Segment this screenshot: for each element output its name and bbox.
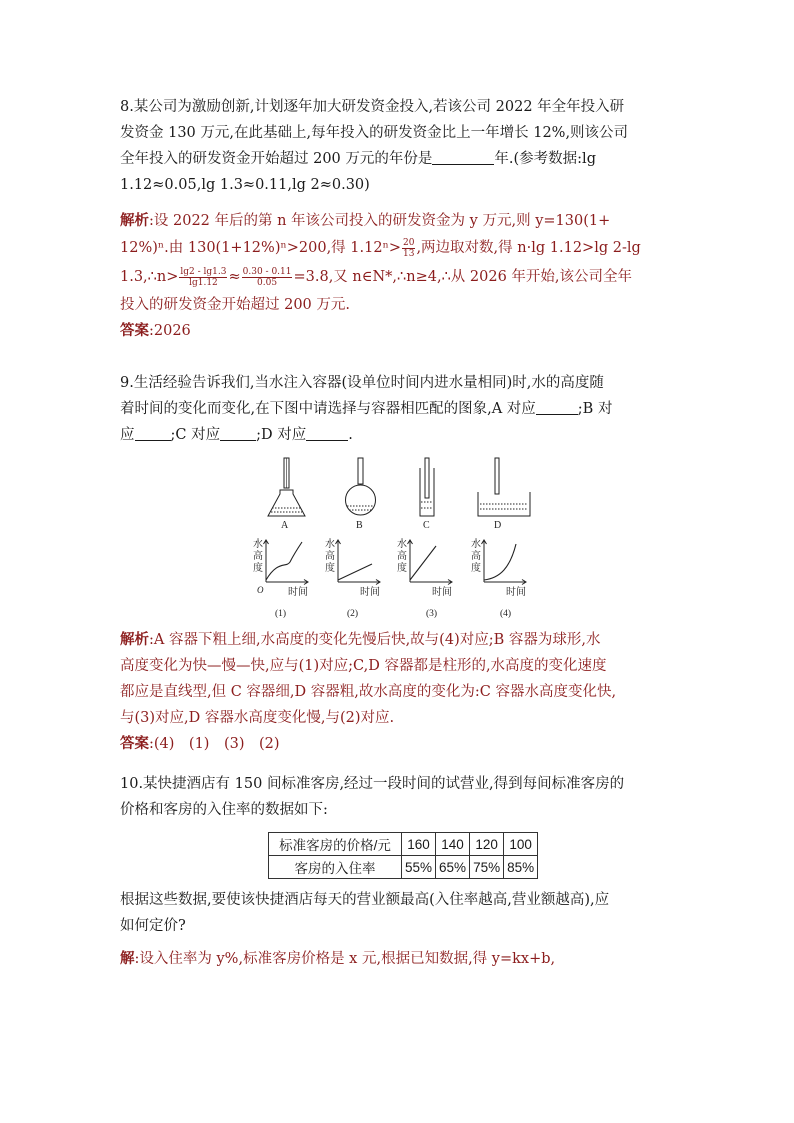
axis-label: 高 xyxy=(253,551,263,562)
fraction-denominator: 0.05 xyxy=(257,277,278,288)
fraction xyxy=(179,267,227,288)
container-b-icon xyxy=(346,458,376,531)
question-9-text: ;C 对应 xyxy=(170,427,221,443)
answer-blank[interactable] xyxy=(306,424,348,441)
graph-1 xyxy=(253,537,308,619)
axis-label: 度 xyxy=(253,563,263,574)
axis-label: 水 xyxy=(471,539,481,550)
fraction-numerator: lg2 - lg1.3 xyxy=(180,266,227,277)
question-8 xyxy=(120,94,676,198)
question-10-continued xyxy=(120,887,676,939)
table-cell: 100 xyxy=(504,833,538,856)
table-header-cell: 客房的入住率 xyxy=(269,856,402,879)
axis-label: 高 xyxy=(471,551,481,562)
table-row xyxy=(269,856,538,879)
container-label: D xyxy=(494,520,502,531)
graph-label: (1) xyxy=(275,609,287,619)
solution-text: 12%)ⁿ.由 130(1+12%)ⁿ>200,得 1.12ⁿ> xyxy=(120,240,401,256)
answer-blank[interactable] xyxy=(432,148,494,165)
graph-4 xyxy=(471,537,526,619)
axis-label: 高 xyxy=(397,551,407,562)
solution-label: 解析 xyxy=(120,212,149,229)
axis-label: 时间 xyxy=(506,587,526,598)
fraction-denominator: 13 xyxy=(403,248,415,259)
fraction xyxy=(242,267,293,288)
solution-10 xyxy=(120,946,676,972)
question-9-text: 着时间的变化而变化,在下图中请选择与容器相匹配的图象,A 对应 xyxy=(120,401,536,417)
solution-10-line-1 xyxy=(120,946,676,972)
solution-text: :设入住率为 y%,标准客房价格是 x 元,根据已知数据,得 y=kx+b, xyxy=(134,951,556,967)
question-9-line-1: 9.生活经验告诉我们,当水注入容器(设单位时间内进水量相同)时,水的高度随 xyxy=(120,375,604,391)
axis-label: 水 xyxy=(397,539,407,550)
solution-text: =3.8,又 n∈N*,∴n≥4,∴从 2026 年开始,该公司全年 xyxy=(293,269,633,285)
solution-text: :A 容器下粗上细,水高度的变化先慢后快,故与(4)对应;B 容器为球形,水 xyxy=(149,632,601,648)
answer-label: 答案 xyxy=(120,322,149,339)
graph-3 xyxy=(397,537,452,619)
question-8-line-1: 8.某公司为激励创新,计划逐年加大研发资金投入,若该公司 2022 年全年投入研 xyxy=(120,99,625,115)
solution-text: ,两边取对数,得 n·lg 1.12>lg 2-lg xyxy=(416,240,641,256)
solution-9-line-3: 都应是直线型,但 C 容器细,D 容器粗,故水高度的变化为:C 容器水高度变化快, xyxy=(120,684,617,700)
question-10-line-4: 如何定价? xyxy=(120,918,186,934)
question-9-text: ;B 对 xyxy=(577,401,613,417)
table-cell: 65% xyxy=(436,856,470,879)
answer-8 xyxy=(120,318,676,344)
axis-label: 高 xyxy=(325,551,335,562)
question-9-line-3 xyxy=(120,422,676,448)
answer-value: :(4) (1) (3) (2) xyxy=(149,736,280,752)
solution-8 xyxy=(120,208,676,344)
axis-label: 时间 xyxy=(432,587,452,598)
question-9 xyxy=(120,370,676,448)
price-occupancy-table xyxy=(268,832,538,879)
question-9-text: 应 xyxy=(120,427,135,443)
question-8-line-2: 发资金 130 万元,在此基础上,每年投入的研发资金比上一年增长 12%,则该公司 xyxy=(120,125,629,141)
answer-blank[interactable] xyxy=(536,398,578,415)
solution-label: 解析 xyxy=(120,631,149,648)
container-label: A xyxy=(281,520,289,531)
question-10 xyxy=(120,771,676,823)
solution-9-line-2: 高度变化为快—慢—快,应与(1)对应;C,D 容器都是柱形的,水高度的变化速度 xyxy=(120,658,607,674)
table-cell: 85% xyxy=(504,856,538,879)
answer-label: 答案 xyxy=(120,735,149,752)
axis-label: 度 xyxy=(471,563,481,574)
question-8-text: 全年投入的研发资金开始超过 200 万元的年份是 xyxy=(120,151,433,167)
question-9-text: ;D 对应 xyxy=(256,427,307,443)
axis-label: 时间 xyxy=(288,587,308,598)
container-label: B xyxy=(356,520,363,531)
container-figure xyxy=(250,456,550,626)
answer-value: :2026 xyxy=(149,323,191,339)
question-8-line-4: 1.12≈0.05,lg 1.3≈0.11,lg 2≈0.30) xyxy=(120,177,370,193)
solution-9-line-4: 与(3)对应,D 容器水高度变化慢,与(2)对应. xyxy=(120,710,395,726)
solution-8-line-1 xyxy=(120,208,676,234)
axis-label: 水 xyxy=(325,539,335,550)
fraction-denominator: lg1.12 xyxy=(189,277,218,288)
axis-label: 度 xyxy=(397,563,407,574)
table-cell: 120 xyxy=(470,833,504,856)
graph-label: (4) xyxy=(500,609,512,619)
answer-blank[interactable] xyxy=(220,424,256,441)
answer-9 xyxy=(120,731,676,757)
graph-label: (3) xyxy=(426,609,438,619)
table-cell: 75% xyxy=(470,856,504,879)
table-cell: 160 xyxy=(402,833,436,856)
axis-label: 水 xyxy=(253,539,263,550)
container-c-icon xyxy=(420,458,434,531)
solution-text: ≈ xyxy=(228,269,241,285)
solution-8-line-2 xyxy=(120,234,676,262)
container-a-icon xyxy=(268,458,305,531)
solution-text: :设 2022 年后的第 n 年该公司投入的研发资金为 y 万元,则 y=130(1+ xyxy=(149,213,611,229)
question-9-text: . xyxy=(348,427,353,443)
container-d-icon xyxy=(478,458,530,531)
origin-label: O xyxy=(257,585,264,595)
answer-blank[interactable] xyxy=(135,424,171,441)
fraction-numerator: 0.30 - 0.11 xyxy=(242,266,292,277)
table-cell: 140 xyxy=(436,833,470,856)
question-8-text: 年.(参考数据:lg xyxy=(494,151,596,167)
question-10-line-2: 价格和客房的入住率的数据如下: xyxy=(120,802,328,818)
table-cell: 55% xyxy=(402,856,436,879)
axis-label: 度 xyxy=(325,563,335,574)
solution-9-line-1 xyxy=(120,627,676,653)
solution-text: 1.3,∴n> xyxy=(120,269,179,285)
question-8-line-3 xyxy=(120,146,676,172)
fraction-numerator: 20 xyxy=(403,237,415,248)
question-9-line-2 xyxy=(120,396,676,422)
axis-label: 时间 xyxy=(360,587,380,598)
table-row xyxy=(269,833,538,856)
question-10-line-1: 10.某快捷酒店有 150 间标准客房,经过一段时间的试营业,得到每间标准客房的 xyxy=(120,776,625,792)
solution-label: 解 xyxy=(120,950,135,967)
fraction xyxy=(402,238,415,259)
solution-8-line-4: 投入的研发资金开始超过 200 万元. xyxy=(120,297,351,313)
graph-label: (2) xyxy=(347,609,359,619)
solution-8-line-3 xyxy=(120,262,676,292)
graph-2 xyxy=(325,537,380,619)
table-header-cell: 标准客房的价格/元 xyxy=(269,833,402,856)
container-label: C xyxy=(423,520,430,531)
solution-9 xyxy=(120,627,676,757)
question-10-line-3: 根据这些数据,要使该快捷酒店每天的营业额最高(入住率越高,营业额越高),应 xyxy=(120,892,610,908)
